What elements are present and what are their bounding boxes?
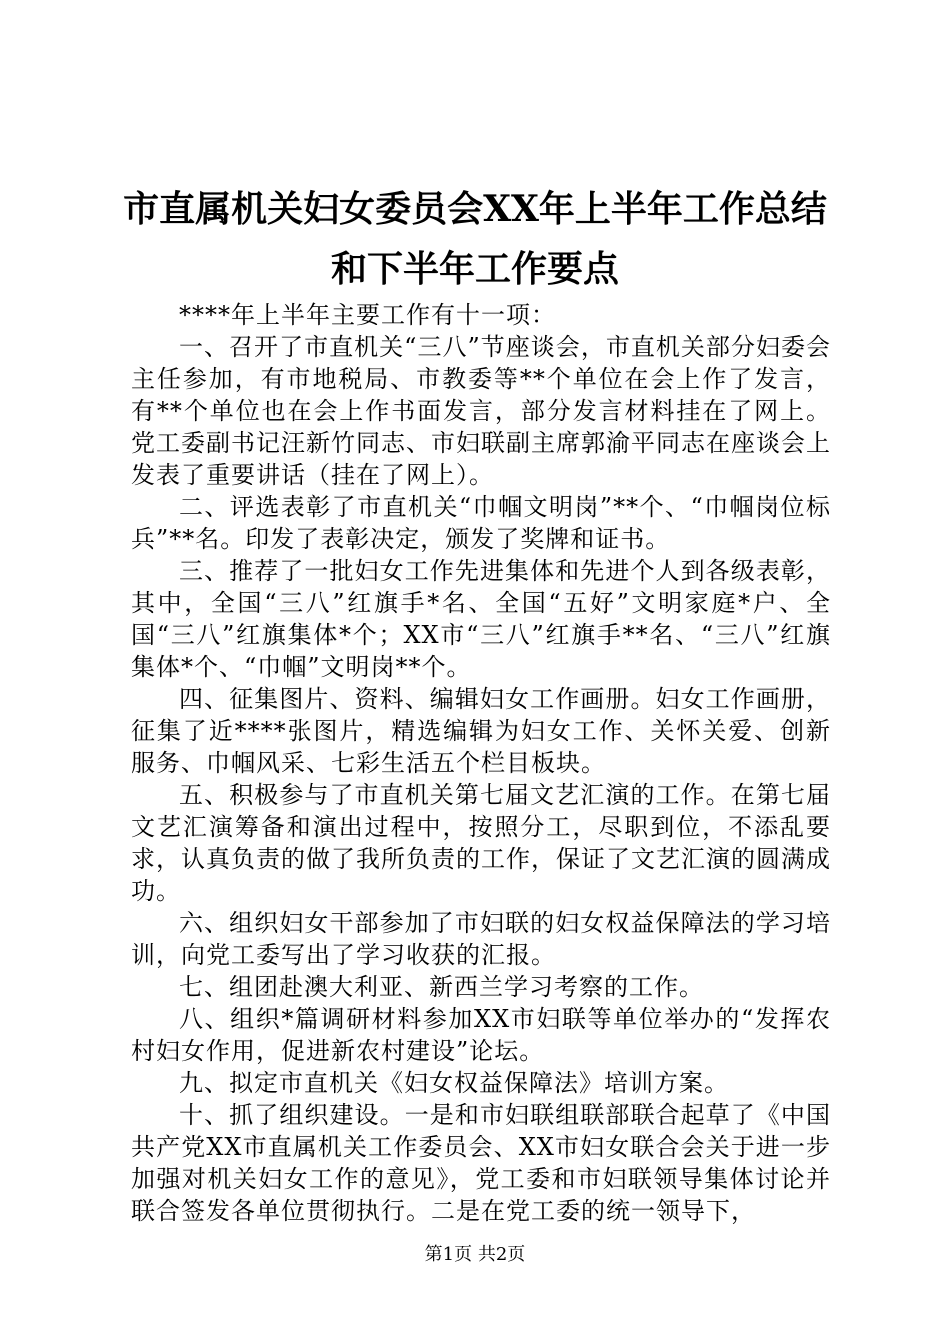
paragraph-item-8: 八、组织*篇调研材料参加XX市妇联等单位举办的“发挥农村妇女作用，促进新农村建设”论坛。 — [131, 1005, 831, 1065]
paragraph-item-1: 一、召开了市直机关“三八”节座谈会，市直机关部分妇委会主任参加，有市地税局、市教委等**个单位在会上作了发言，有**个单位也在会上作书面发言，部分发言材料挂在了网上。党工委副书记汪新竹同志、市妇联副主席郭渝平同志在座谈会上发表了重要讲话（挂在了网上）。 — [131, 333, 831, 489]
document-title-line-2: 和下半年工作要点 — [330, 248, 619, 290]
paragraph-item-10: 十、抓了组织建设。一是和市妇联组联部联合起草了《中国共产党XX市直属机关工作委员会、XX市妇女联合会关于进一步加强对机关妇女工作的意见》，党工委和市妇联领导集体讨论并联合签发各单位贯彻执行。二是在党工委的统一领导下， — [131, 1101, 831, 1225]
paragraph-intro: ****年上半年主要工作有十一项： — [179, 301, 556, 329]
page-number-footer: 第1页 共2页 — [424, 1244, 526, 1265]
paragraph-item-4: 四、征集图片、资料、编辑妇女工作画册。妇女工作画册，征集了近****张图片，精选编辑为妇女工作、关怀关爱、创新服务、巾帼风采、七彩生活五个栏目板块。 — [131, 685, 831, 777]
paragraph-item-7: 七、组团赴澳大利亚、新西兰学习考察的工作。 — [179, 973, 704, 1001]
paragraph-item-6: 六、组织妇女干部参加了市妇联的妇女权益保障法的学习培训，向党工委写出了学习收获的汇报。 — [131, 909, 831, 969]
document-title-line-1: 市直属机关妇女委员会XX年上半年工作总结 — [123, 188, 827, 230]
paragraph-item-9: 九、拟定市直机关《妇女权益保障法》培训方案。 — [179, 1069, 729, 1097]
paragraph-item-2: 二、评选表彰了市直机关“巾帼文明岗”**个、“巾帼岗位标兵”**名。印发了表彰决定，颁发了奖牌和证书。 — [131, 493, 831, 553]
paragraph-item-5: 五、积极参与了市直机关第七届文艺汇演的工作。在第七届文艺汇演筹备和演出过程中，按照分工，尽职到位，不添乱要求，认真负责的做了我所负责的工作，保证了文艺汇演的圆满成功。 — [131, 781, 831, 905]
document-body — [131, 299, 831, 1227]
paragraph-item-3: 三、推荐了一批妇女工作先进集体和先进个人到各级表彰，其中，全国“三八”红旗手*名、全国“五好”文明家庭*户、全国“三八”红旗集体*个；XX市“三八”红旗手**名、“三八”红旗集体*个、“巾帼”文明岗**个。 — [131, 557, 831, 681]
